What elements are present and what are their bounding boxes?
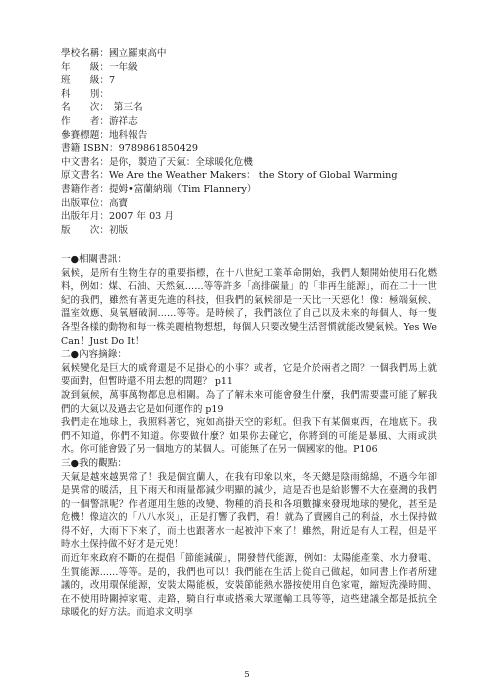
meta-book-author: 書籍作者：提姆•富蘭納瑞（Tim Flannery） [61, 183, 257, 195]
opinion-paragraph: 而近年來政府不斷的在提倡「節能減碳」，開發替代能源，例如：太陽能產業、水力發電、生質能源……等等。是的，我們也可以！我們能在生活上從自己做起，如同書上作者所建議的，改用環保能源，安裝太陽能板，安裝節能熱水器按使用自色家電，縮短洗澡時間、在不使用時關掉家電、走路，騎自行車或搭乘大眾運輸工具等等，這些建議全都是抵抗全球暖化的好方法。而追求文明享 [61, 553, 437, 619]
meta-chinese-title: 中文書名：是你，製造了天氣：全球暖化危機 [61, 156, 253, 168]
book-metadata [61, 47, 441, 237]
section-heading-opinion: 三●我的觀點： [61, 457, 127, 469]
meta-subject: 科 別： [61, 88, 109, 100]
report-body [61, 253, 437, 620]
opinion-paragraph: 天氣是越來越異常了！我是個宜蘭人，在我有印象以來，冬天總是陰雨綿綿，不過今年卻是異常的暖活，且下雨天和雨量都減少明顯的減少，這是否也是給影響不大在臺灣的我們的一個警訊呢？作者運用生態的改變、物種的消長和各項數據來發現地球的變化，甚至是危機！像這次的「八八水災」，正是打響了我們，看！就為了賣國自己的利益，水土保持做得不好，大雨下下來了，而土也跟著水一起被沖下來了！雖然，附近是有人工程，但是平時水土保持做不好才是元兇！ [61, 471, 437, 551]
meta-edition: 版 次：初版 [61, 224, 129, 236]
section-heading-book-info: 一●相關書訊： [61, 254, 127, 265]
meta-original-title: 原文書名：We Are the Weather Makers： the Story of Global Warming [61, 170, 398, 182]
page-number: 5 [244, 670, 250, 680]
excerpt-paragraph: 氣候變化是巨大的威脅還是不足掛心的小事？或者，它是介於兩者之間？一個我們馬上就要面對，但暫時還不用去想的問題？ p11 [61, 362, 437, 388]
section-heading-excerpts: 二●內容摘錄： [61, 349, 127, 361]
section-text-book-info: 氣候，是所有生物生存的重要指標，在十八世紀工業革命開始，我們人類開始使用石化燃料，例如：煤、石油、天然氣……等等許多「高排碳量」的「非再生能源」，而在二十一世紀的我們，雖然有著更先進的科技，但我們的氣候卻是一天比一天惡化！像：極端氣候、溫室效應、臭氧層破洞……等等。是時候了，我們該位了自己以及未來的每個人、每一隻各型各樣的動物和每一株美麗植物想想，每個人只要改變生活習慣就能改變氣候。Yes We Can！Just Do It！ [61, 267, 437, 347]
meta-isbn: 書籍 ISBN：9789861850429 [61, 143, 198, 155]
meta-publish-date: 出版年月：2007 年 03 月 [61, 211, 174, 223]
meta-author: 作 者：游祥志 [61, 115, 138, 127]
meta-grade: 年 級：一年級 [61, 61, 138, 73]
meta-publisher: 出版單位：高寶 [61, 197, 129, 209]
excerpt-paragraph: 我們走在地球上，我照料著它，宛如高掛天空的彩虹。但我下有某個東西，在地底下。我們不知道，你們不知道。你要做什麼？如果你去碰它，你將到的可能是暴風、大雨或洪水。你可能會毀了另一個地方的某個人。可能無了在另一個國家的他。P106 [61, 417, 437, 456]
meta-school: 學校名稱：國立羅東高中 [61, 48, 167, 59]
meta-rank: 名 次： 第三名 [61, 102, 143, 114]
meta-class: 班 級：7 [61, 75, 116, 87]
excerpt-paragraph: 說到氣候，萬事萬物都息息相關。為了了解未來可能會發生什麼，我們需要盡可能了解我們的大氣以及過去它是如何運作的 p19 [61, 389, 437, 415]
meta-entry-title: 參賽標題：地科報告 [61, 129, 148, 141]
